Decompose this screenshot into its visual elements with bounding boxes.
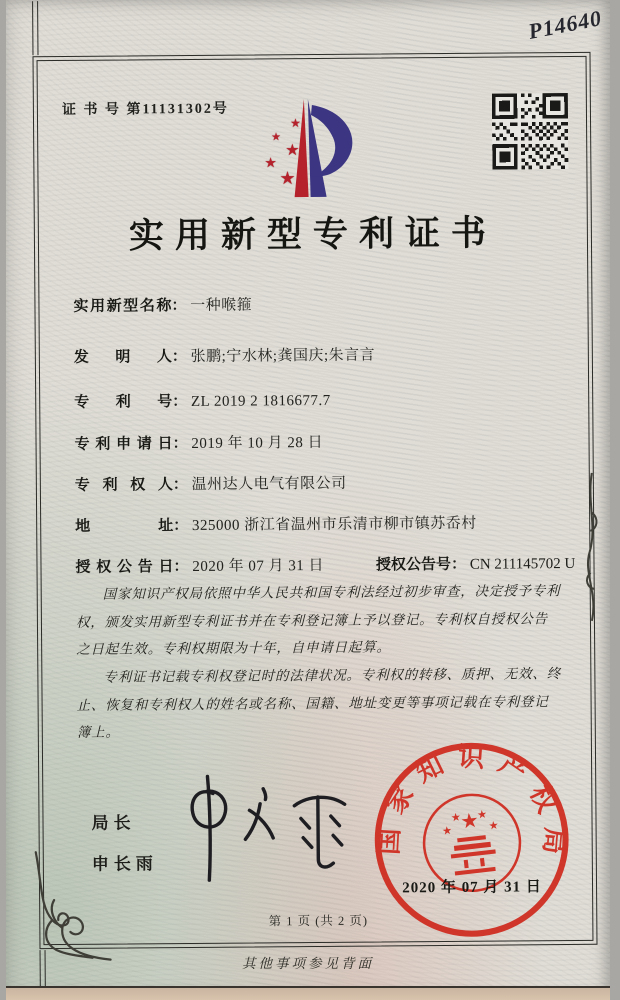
field-value: 张鹏;宁水林;龚国庆;朱言言 — [190, 347, 376, 365]
field-label: 授权公告日 — [75, 559, 174, 576]
field-row-filing-date: 专利申请日： 2019 年 10 月 28 日 — [74, 429, 564, 454]
certificate-fields — [73, 291, 576, 577]
director-block — [91, 808, 158, 891]
cnipa-logo — [242, 94, 383, 211]
legal-paragraph-1: 国家知识产权局依照中华人民共和国专利法经过初步审查，决定授予专利权，颁发实用新型专利证书并在专利登记簿上予以登记。专利权自授权公告之日起生效。专利权期限为十年，自申请日起算。 — [75, 583, 561, 658]
field-value: 325000 浙江省温州市乐清市柳市镇苏岙村 — [191, 515, 477, 534]
svg-text:★: ★ — [441, 824, 453, 838]
field-label: 专利申请日 — [74, 436, 173, 453]
logo-star-icon: ★ — [285, 142, 300, 160]
certificate-title: 实用新型专利证书 — [128, 213, 498, 256]
director-signature — [157, 769, 372, 889]
seal-date: 2020 年 07 月 31 日 — [402, 879, 542, 897]
certificate-border-frame — [33, 52, 598, 949]
legal-paragraph-2: 专利证书记载专利权登记时的法律状况。专利权的转移、质押、无效、终止、恢复和专利权人的姓名或名称、国籍、地址变更等事项记载在专利登记簿上。 — [76, 666, 562, 741]
field-row-patentee: 专利权人： 温州达人电气有限公司 — [75, 470, 565, 495]
certificate-paper — [6, 0, 610, 1000]
field-value: 2019 年 10 月 28 日 — [191, 434, 324, 452]
scan-bottom-edge — [6, 986, 610, 1000]
page-edge-line-top — [32, 1, 38, 55]
field-label: 专利号 — [74, 394, 173, 411]
field-row-patent-number: 专利号： ZL 2019 2 1816677.7 — [74, 387, 564, 412]
field-label: 授权公告号 — [375, 556, 452, 574]
field-label: 发明人 — [73, 349, 172, 366]
svg-text:★: ★ — [476, 808, 488, 822]
svg-text:★: ★ — [450, 811, 462, 825]
back-note: 其他事项参见背面 — [242, 956, 374, 971]
field-row-address: 地址： 325000 浙江省温州市乐清市柳市镇苏岙村 — [75, 515, 477, 535]
certificate-number: 证 书 号 第11131302号 — [61, 101, 229, 118]
field-row-name: 实用新型名称： 一种喉箍 — [73, 291, 563, 316]
field-value: 温州达人电气有限公司 — [191, 475, 347, 493]
field-value: ZL 2019 2 1816677.7 — [190, 392, 331, 410]
field-label: 地址 — [75, 518, 174, 535]
handwritten-note: P14640 — [526, 5, 605, 44]
field-row-inventors: 发明人： 张鹏;宁水林;龚国庆;朱言言 — [74, 342, 564, 367]
field-value: CN 211145702 U — [469, 555, 576, 573]
field-label: 专利权人 — [74, 477, 173, 494]
logo-p-mark — [242, 94, 383, 211]
seal-text: 国家知识产权局 — [373, 741, 571, 868]
field-row-grant: 授权公告日： 2020 年 07 月 31 日 授权公告号： CN 211145702 U — [75, 552, 565, 577]
qr-code — [492, 93, 569, 170]
director-name: 申长雨 — [91, 854, 158, 874]
field-value: 一种喉箍 — [190, 297, 253, 314]
page-number: 第 1 页 (共 2 页) — [268, 913, 369, 929]
logo-star-icon: ★ — [279, 168, 296, 189]
logo-star-icon: ★ — [271, 131, 282, 144]
svg-text:★: ★ — [488, 819, 500, 833]
field-label: 实用新型名称 — [73, 298, 172, 315]
legal-text — [76, 577, 563, 747]
logo-star-icon: ★ — [289, 116, 301, 131]
field-value: 2020 年 07 月 31 日 — [192, 557, 325, 575]
border-flourish-decoration — [581, 473, 604, 623]
svg-text:★: ★ — [459, 809, 480, 834]
director-title: 局长 — [91, 813, 136, 833]
logo-star-icon: ★ — [264, 156, 277, 172]
